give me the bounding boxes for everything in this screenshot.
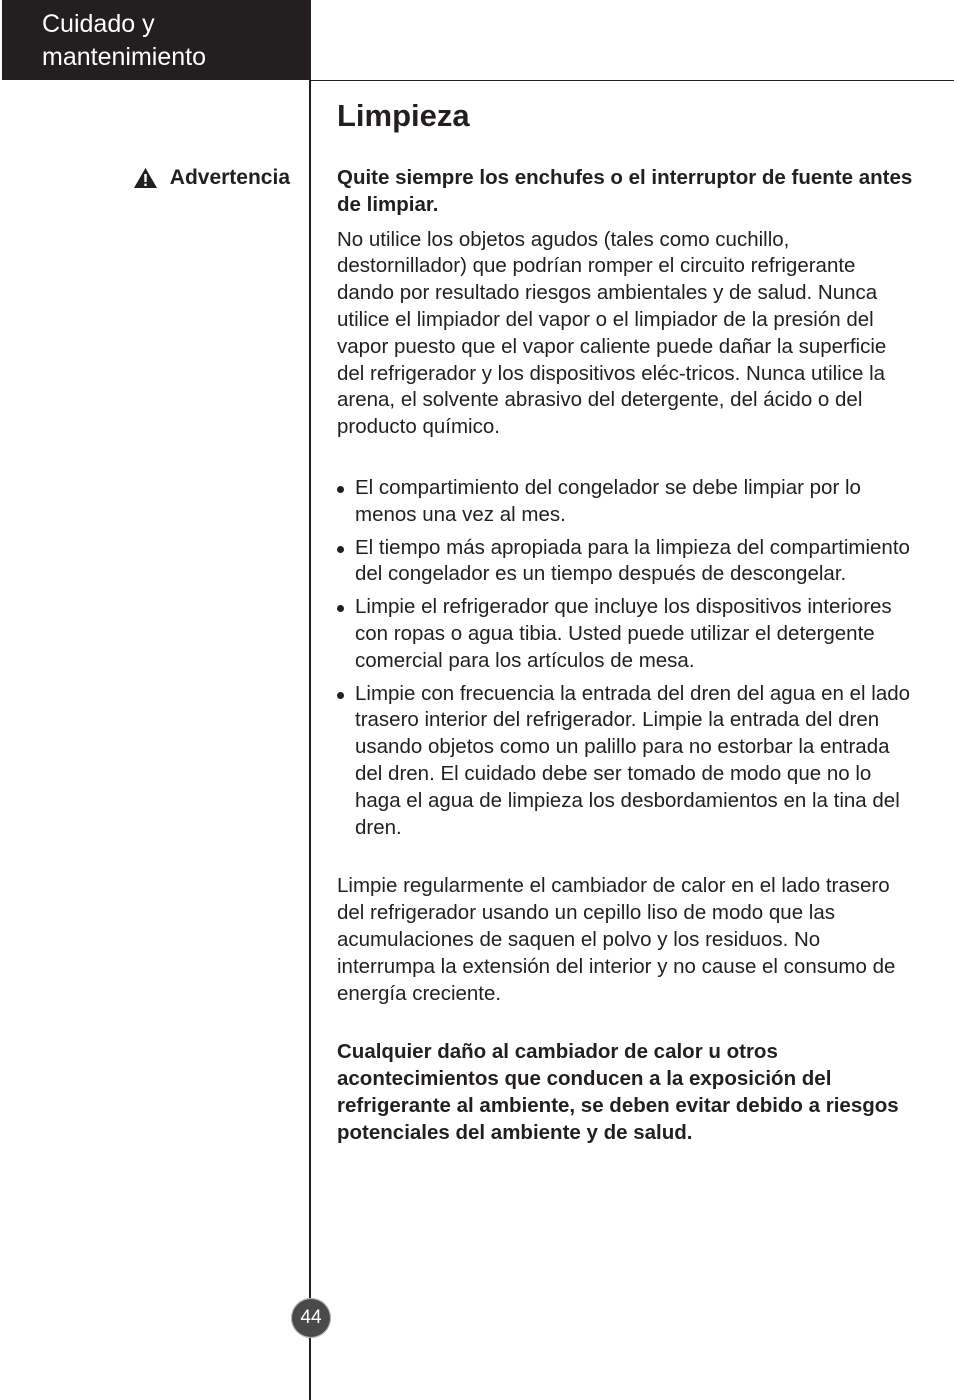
page-number-badge: 44 [291,1298,331,1338]
condenser-paragraph: Limpie regularmente el cambiador de calor en el lado trasero del refrigerador usando un cepillo liso de modo que las acumulaciones de saquen el polvo y los residuos. No interrumpa la extensión del interior y no cause el consumo de energía creciente. [337,874,896,1005]
list-item: El compartimiento del congelador se debe limpiar por lo menos una vez al mes. [337,475,917,529]
header-divider [309,80,954,81]
cleaning-bullet-list [337,475,917,841]
intro-paragraph: No utilice los objetos agudos (tales como cuchillo, destornillador) que podrían romper el circuito refrigerante dando por resultado riesgos ambientales y de salud. Nunca utilice el limpiador del vapor o el limpiador de la presión del vapor puesto que el vapor caliente puede dañar la superficie del refrigerador y los dispositivos eléc-tricos. Nunca utilice la arena, el solvente abrasivo del detergente, del ácido o del producto químico. [337,227,887,439]
column-divider [309,0,311,1400]
list-item: Limpie con frecuencia la entrada del dren del agua en el lado trasero interior del refrigerador. Limpie la entrada del dren usando objetos como un palillo para no estorbar la entrada del dren. El cuidado debe ser tomado de modo que no lo haga el agua de limpieza los desbordamientos en la tina del dren. [337,681,917,842]
warning-text: Advertencia [169,166,290,189]
main-content [337,165,917,1147]
section-title-line1: Cuidado y [42,10,155,38]
section-title-line2: mantenimiento [42,43,206,71]
section-header [2,0,309,80]
closing-bold-paragraph: Cualquier daño al cambiador de calor u otros acontecimientos que conducen a la exposición del refrigerante al ambiente, se deben evitar debido a riesgos potenciales del ambiente y de salud. [337,1040,899,1144]
intro-bold-paragraph: Quite siempre los enchufes o el interruptor de fuente antes de limpiar. [337,166,913,216]
page-title: Limpieza [337,98,470,133]
warning-triangle-icon [133,167,158,189]
warning-label [133,165,290,191]
list-item: El tiempo más apropiada para la limpieza del compartimiento del congelador es un tiempo después de descongelar. [337,535,917,589]
list-item: Limpie el refrigerador que incluye los dispositivos interiores con ropas o agua tibia. Usted puede utilizar el detergente comercial para los artículos de mesa. [337,594,917,674]
